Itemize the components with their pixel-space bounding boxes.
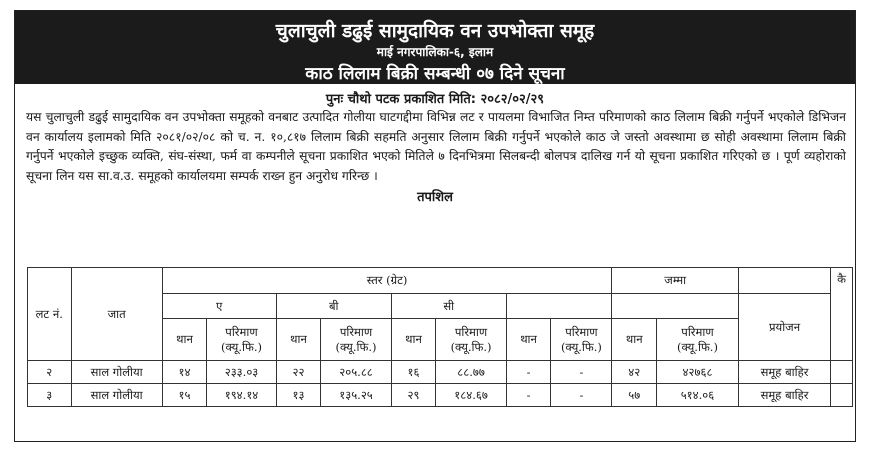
cell-a-qty: १५ — [162, 384, 207, 407]
table-heading: तपशिल — [417, 190, 453, 206]
header-grade-c: सी — [391, 294, 506, 319]
cell-lot: २ — [28, 361, 72, 384]
cell-a-volume: २३३.०३ — [207, 361, 276, 384]
cell-c-qty: १६ — [391, 361, 436, 384]
cell-d-qty: - — [506, 384, 551, 407]
header-species: जात — [71, 268, 162, 361]
header-purpose: प्रयोजन — [738, 294, 830, 361]
notice-frame — [14, 10, 856, 442]
header-total-group: जम्मा — [612, 268, 738, 294]
header-remarks: कै — [831, 268, 853, 361]
cell-b-qty: २२ — [276, 361, 321, 384]
cell-remarks — [831, 361, 853, 384]
cell-b-volume: २०५.८८ — [321, 361, 391, 384]
cell-a-qty: १४ — [162, 361, 207, 384]
auction-table — [27, 267, 853, 407]
cell-d-volume: - — [551, 384, 612, 407]
cell-total-qty: ४२ — [612, 361, 657, 384]
notice-body: यस चुलाचुली डढुई सामुदायिक वन उपभोक्ता समूहको वनबाट उत्पादित गोलीया घाटगद्दीमा विभिन्न लट र पायलमा विभाजित निम्त परिमाणको काठ लिलाम बिक्री गर्नुपर्ने भएकोले डिभिजन वन कार्यालय इलामको मिति २०८१/०२/०८ को च. न. १०,८१७ लिलाम बिक्री सहमति अनुसार लिलाम बिक्री गर्नुपर्ने भएकोले काठ जे जस्तो अवस्थामा छ सोही अवस्थामा लिलाम बिक्री गर्नुपर्ने भएकोले इच्छुक व्यक्ति, संघ-संस्था, फर्म वा कम्पनीले सूचना प्रकाशित भएको मितिले ७ दिनभित्रमा सिलबन्दी बोलपत्र दालिख गर्न यो सूचना प्रकाशित गरिएको छ । पूर्ण व्यहोराको सूचना लिन यस सा.व.उ. समूहको कार्यालयमा सम्पर्क राख्न हुन अनुरोध गरिन्छ । — [26, 110, 846, 183]
notice-header — [15, 11, 855, 84]
organization-title: चुलाचुली डढुई सामुदायिक वन उपभोक्ता समूह — [275, 20, 595, 42]
header-d-qty: थान — [506, 319, 551, 361]
header-total-blank — [612, 294, 738, 319]
header-b-volume: परिमाण (क्यू.फि.) — [321, 319, 391, 361]
cell-total-volume: ४२७६८ — [657, 361, 739, 384]
organization-address: माई नगरपालिका-६, इलाम — [376, 45, 494, 59]
header-total-volume: परिमाण (क्यू.फि.) — [657, 319, 739, 361]
header-d-volume: परिमाण (क्यू.फि.) — [551, 319, 612, 361]
header-grade-group: स्तर (ग्रेट) — [162, 268, 612, 294]
table-header-row-1 — [28, 268, 853, 294]
cell-purpose: समूह बाहिर — [738, 361, 830, 384]
header-grade-b: बी — [276, 294, 391, 319]
header-blank — [738, 268, 830, 294]
header-total-qty: थान — [612, 319, 657, 361]
cell-total-qty: ५७ — [612, 384, 657, 407]
header-c-qty: थान — [391, 319, 436, 361]
header-b-qty: थान — [276, 319, 321, 361]
cell-lot: ३ — [28, 384, 72, 407]
cell-remarks — [831, 384, 853, 407]
cell-c-volume: १८४.६७ — [436, 384, 506, 407]
header-grade-d — [506, 294, 612, 319]
cell-b-volume: १३५.२५ — [321, 384, 391, 407]
cell-d-qty: - — [506, 361, 551, 384]
header-grade-a: ए — [162, 294, 276, 319]
cell-species: साल गोलीया — [71, 384, 162, 407]
cell-c-volume: ८८.७७ — [436, 361, 506, 384]
table-row — [28, 384, 853, 407]
notice-title: काठ लिलाम बिक्री सम्बन्धी ०७ दिने सूचना — [305, 64, 565, 84]
header-c-volume: परिमाण (क्यू.फि.) — [436, 319, 506, 361]
cell-total-volume: ५१४.०६ — [657, 384, 739, 407]
cell-purpose: समूह बाहिर — [738, 384, 830, 407]
cell-a-volume: १९४.१४ — [207, 384, 276, 407]
published-date-line: पुनः चौथो पटक प्रकाशित मिति: २०८२/०२/२९ — [325, 92, 545, 107]
cell-d-volume: - — [551, 361, 612, 384]
cell-b-qty: १३ — [276, 384, 321, 407]
header-a-qty: थान — [162, 319, 207, 361]
table-row — [28, 361, 853, 384]
cell-species: साल गोलीया — [71, 361, 162, 384]
header-a-volume: परिमाण (क्यू.फि.) — [207, 319, 276, 361]
cell-c-qty: २९ — [391, 384, 436, 407]
header-lot: लट नं. — [28, 268, 72, 361]
